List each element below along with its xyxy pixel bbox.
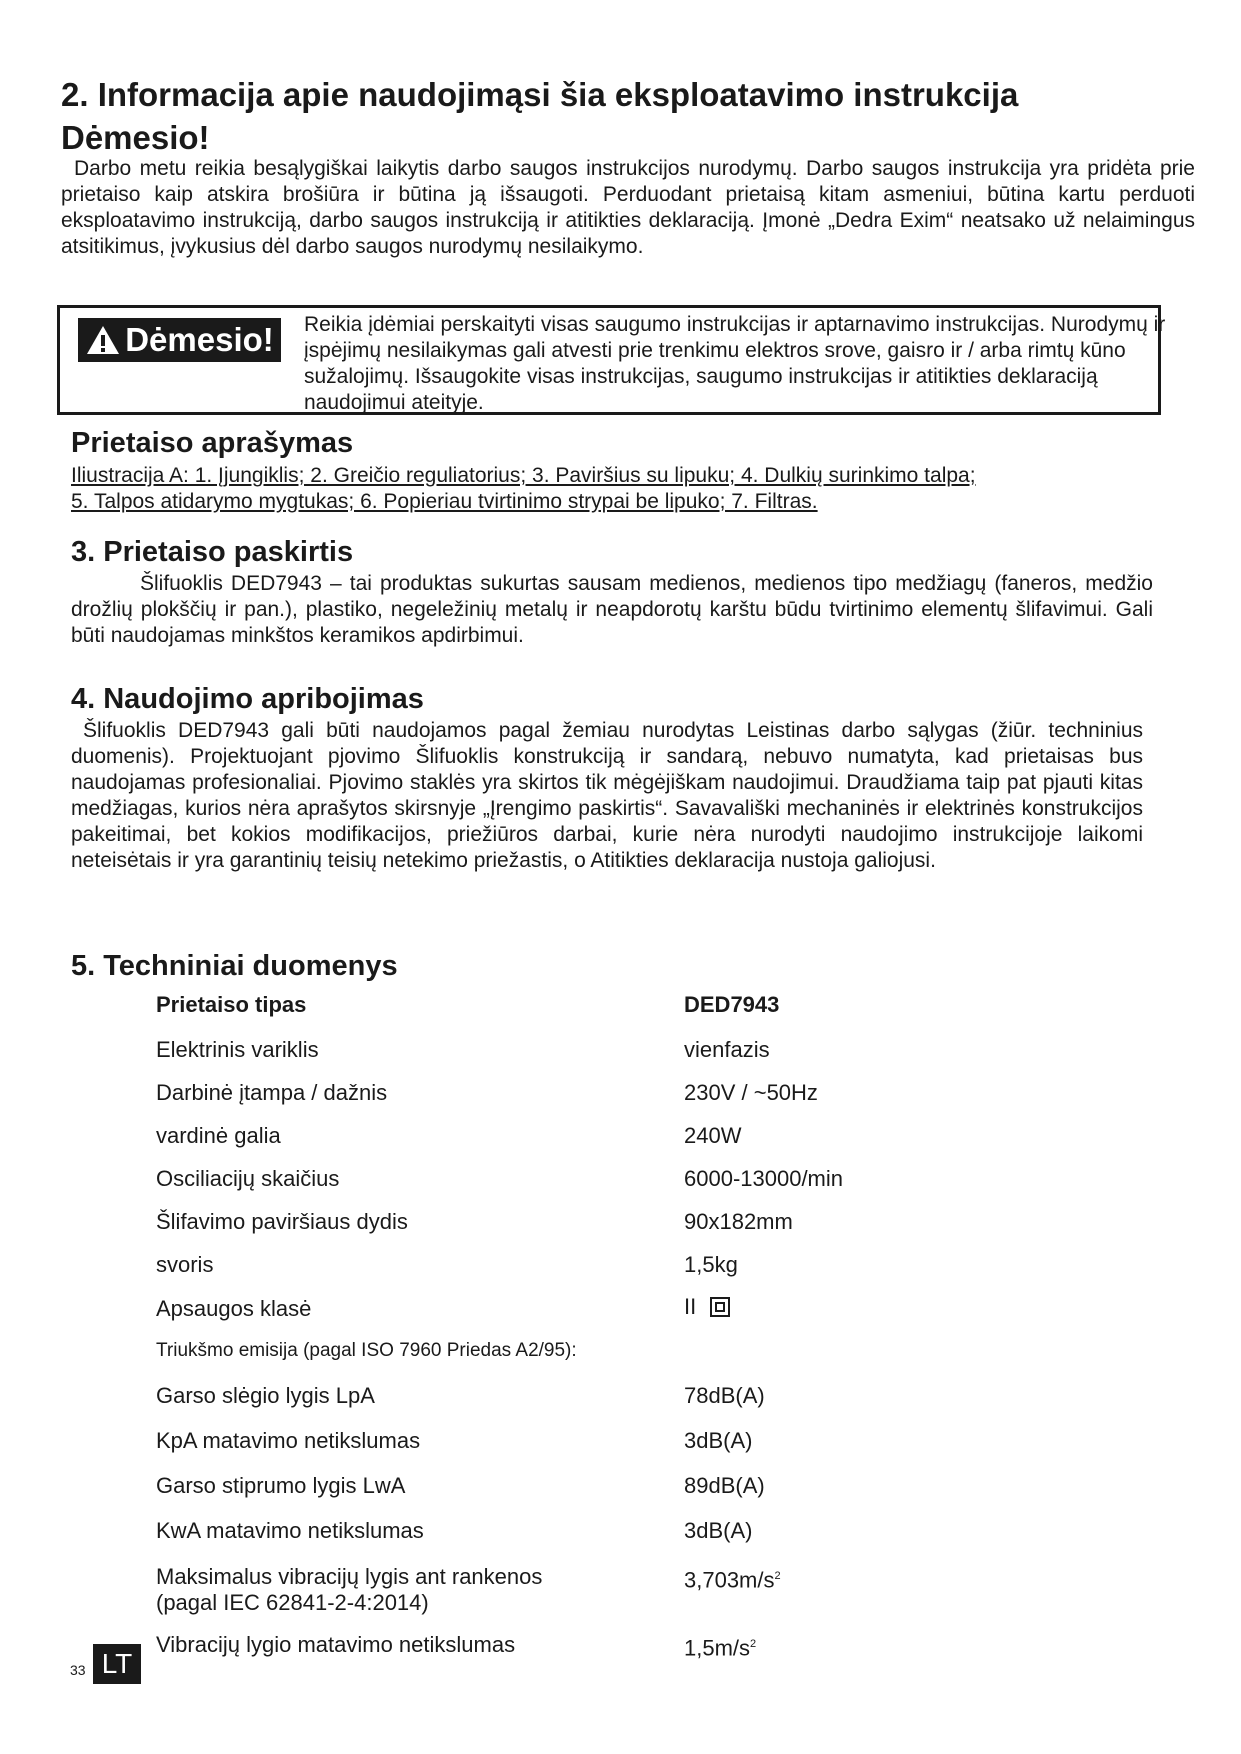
- section-paragraph: Darbo metu reikia besąlygiškai laikytis darbo saugos instrukcijos nurodymų. Darbo saugos instrukcija yra pridėta prie prietaiso kaip atskira brošiūra ir būtina ją išsaugoti. Perduodant prietaisą kitam asmeniui, būtina kartu perduoti eksploatavimo instrukciją, darbo saugos instrukciją ir atitikties deklaraciją. Įmonė „Dedra Exim“ neatsako už nelaimingus atsitikimus, įvykusius dėl darbo saugos nurodymų nesilaikymo.: [61, 157, 1195, 258]
- class-ii-insulation-icon: [710, 1297, 730, 1317]
- description-line-2: 5. Talpos atidarymo mygtukas; 6. Popieriau tvirtinimo strypai be lipuko; 7. Filtras.: [71, 490, 818, 513]
- section-4-title: 4. Naudojimo apribojimas: [71, 683, 424, 715]
- spec-value: vienfazis: [684, 1037, 770, 1062]
- noise-label: KpA matavimo netikslumas: [156, 1428, 421, 1453]
- noise-value: 3dB(A): [684, 1518, 753, 1543]
- vibration-label-line-2: (pagal IEC 62841-2-4:2014): [156, 1590, 429, 1615]
- spec-label: svoris: [156, 1252, 214, 1277]
- spec-value-protection: [684, 1293, 1084, 1320]
- language-badge: LT: [93, 1644, 141, 1684]
- spec-label: Apsaugos klasė: [156, 1296, 312, 1321]
- page-number: 33: [70, 1662, 86, 1678]
- spec-value: 1,5kg: [684, 1252, 738, 1277]
- vibration-uncertainty-number: 1,5m/s: [684, 1635, 751, 1661]
- protection-class-value: II: [684, 1294, 697, 1319]
- spec-label: Šlifavimo paviršiaus dydis: [156, 1209, 408, 1234]
- vibration-label-line-1: Maksimalus vibracijų lygis ant rankenos: [156, 1564, 543, 1589]
- section-4-paragraph: Šlifuoklis DED7943 gali būti naudojamos pagal žemiau nurodytas Leistinas darbo sąlygas (žiūr. techninius duomenis). Projektuojant pjovimo Šlifuoklis konstrukciją ir sandarą, nebuvo numatyta, kad prietaisas bus naudojamas profesionaliai. Pjovimo staklės yra skirtos tik mėgėjiškam naudojimui. Draudžiama taip pat pjauti kitas medžiagas, kurios nėra aprašytos skirsnyje „Įrengimo paskirtis“. Savavališki mechaninės ir elektrinės konstrukcijos pakeitimai, bet kokios modifikacijos, priežiūros darbai, kurie nėra nurodyti naudojimo instrukcijoje laikomi neteisėtais ir yra garantinių teisių netekimo priežastis, o Atitikties deklaracija nustoja galiojusi.: [71, 719, 1143, 872]
- noise-label: Garso stiprumo lygis LwA: [156, 1473, 406, 1498]
- description-title: Prietaiso aprašymas: [71, 427, 354, 459]
- vibration-uncertainty-label: Vibracijų lygio matavimo netikslumas: [156, 1632, 516, 1657]
- spec-value: 230V / ~50Hz: [684, 1080, 818, 1105]
- vibration-unit-exponent: 2: [774, 1570, 781, 1582]
- noise-label: KwA matavimo netikslumas: [156, 1518, 424, 1543]
- warning-label-badge: [78, 318, 281, 362]
- spec-value: 6000-13000/min: [684, 1166, 844, 1191]
- spec-value: 240W: [684, 1123, 742, 1148]
- description-line-1: Iliustracija A: 1. Įjungiklis; 2. Greičio reguliatorius; 3. Paviršius su lipuku; 4. Dulkių surinkimo talpa;: [71, 464, 976, 487]
- spec-label: Osciliacijų skaičius: [156, 1166, 340, 1191]
- vibration-value: [684, 1563, 1084, 1593]
- vibration-uncertainty-value: [684, 1631, 1084, 1661]
- noise-heading: Triukšmo emisija (pagal ISO 7960 Priedas A2/95):: [156, 1340, 577, 1361]
- section-3-title: 3. Prietaiso paskirtis: [71, 536, 354, 568]
- attention-heading: Dėmesio!: [61, 119, 210, 156]
- warning-label: Dėmesio!: [125, 321, 274, 358]
- noise-value: 89dB(A): [684, 1473, 765, 1498]
- section-5-title: 5. Techniniai duomenys: [71, 950, 398, 982]
- noise-value: 3dB(A): [684, 1428, 753, 1453]
- spec-label: Elektrinis variklis: [156, 1037, 319, 1062]
- spec-label: Darbinė įtampa / dažnis: [156, 1080, 388, 1105]
- vibration-value-number: 3,703m/s: [684, 1567, 775, 1593]
- spec-header-label: Prietaiso tipas: [156, 992, 307, 1017]
- warning-triangle-icon: [85, 324, 121, 356]
- spec-label: vardinė galia: [156, 1123, 281, 1148]
- spec-value: 90x182mm: [684, 1209, 793, 1234]
- section-3-paragraph: Šlifuoklis DED7943 – tai produktas sukurtas sausam medienos, medienos tipo medžiagų (faneros, medžio drožlių plokščių ir pan.), plastiko, negeležinių metalų ir neapdorotų karštu būdu tvirtinimo elementų šlifavimui. Gali būti naudojamas minkštos keramikos apdirbimui.: [71, 572, 1153, 647]
- spec-header-value: DED7943: [684, 992, 780, 1017]
- vibration-uncertainty-exponent: 2: [750, 1638, 757, 1650]
- warning-text: Reikia įdėmiai perskaityti visas saugumo instrukcijas ir aptarnavimo instrukcijas. Nurodymų ir įspėjimų nesilaikymas gali atvesti prie trenkimu elektros srove, gaisro ir / arba rimtų kūno sužalojimų. Išsaugokite visas instrukcijas, saugumo instrukcijas ir atitikties deklaraciją naudojimui ateityje.: [304, 313, 1166, 414]
- section-title: 2. Informacija apie naudojimąsi šia eksploatavimo instrukcija: [61, 76, 1019, 113]
- noise-label: Garso slėgio lygis LpA: [156, 1383, 375, 1408]
- noise-value: 78dB(A): [684, 1383, 765, 1408]
